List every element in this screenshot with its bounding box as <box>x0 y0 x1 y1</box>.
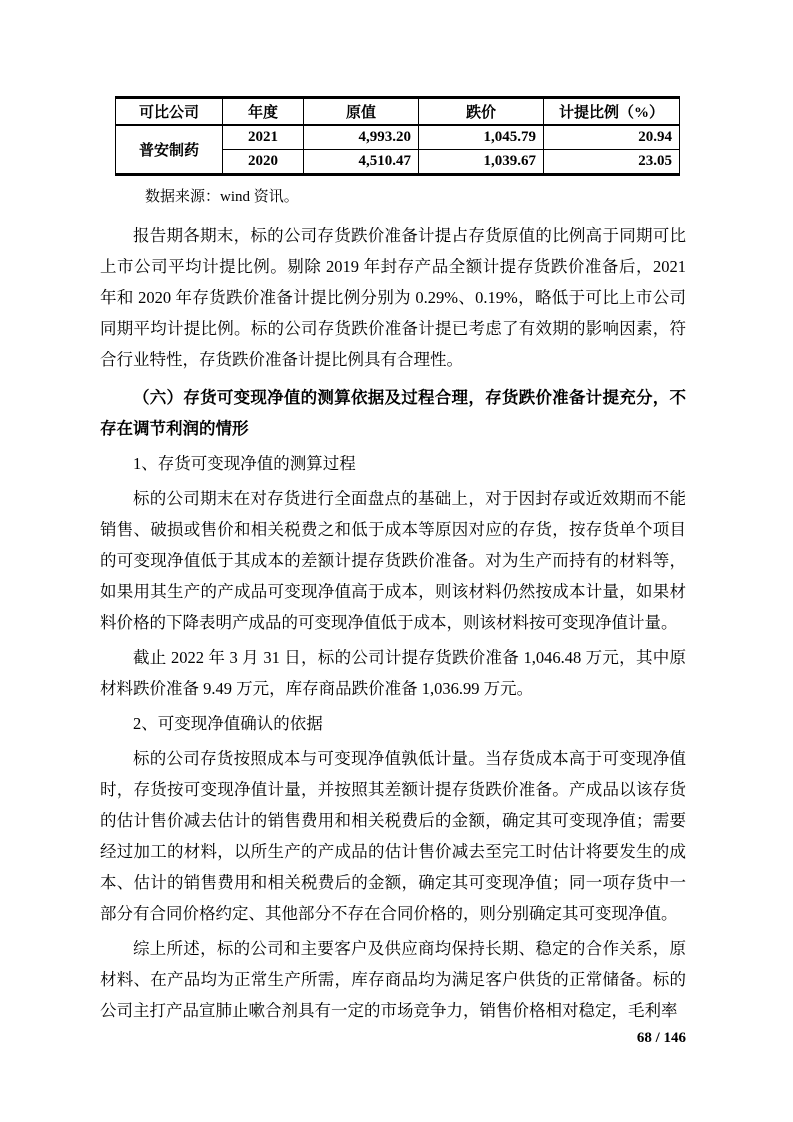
paragraph-provision-amounts: 截止 2022 年 3 月 31 日，标的公司计提存货跌价准备 1,046.48 万元，其中原材料跌价准备 9.49 万元，库存商品跌价准备 1,036.99 万元。 <box>100 648 686 698</box>
price-decline-cell: 1,045.79 <box>419 125 544 150</box>
subsection-title-2: 2、可变现净值确认的依据 <box>133 714 323 733</box>
col-header-price-decline: 跌价 <box>419 98 544 126</box>
year-cell: 2020 <box>223 150 304 175</box>
paragraph-nrv-measurement: 标的公司期末在对存货进行全面盘点的基础上，对于因封存或近效期而不能销售、破损或售价和相关税费之和低于成本等原因对应的存货，按存货单个项目的可变现净值低于其成本的差额计提存货跌价准备。对为生产而持有的材料等，如果用其生产的产成品可变现净值高于成本，则该材料仍然按成本计量，如果材料价格的下降表明产成品的可变现净值低于成本，则该材料按可变现净值计量。 <box>100 489 686 632</box>
col-header-original-value: 原值 <box>304 98 419 126</box>
col-header-provision-ratio: 计提比例（%） <box>544 98 680 126</box>
subsection-title-1: 1、存货可变现净值的测算过程 <box>133 454 356 473</box>
col-header-company: 可比公司 <box>116 98 223 126</box>
company-name-cell: 普安制药 <box>116 125 223 175</box>
section-heading-six: （六）存货可变现净值的测算依据及过程合理，存货跌价准备计提充分，不存在调节利润的情形 <box>100 388 686 438</box>
comparable-company-table <box>115 96 680 176</box>
data-source-note: 数据来源：wind 资讯。 <box>145 189 299 205</box>
original-value-cell: 4,993.20 <box>304 125 419 150</box>
paragraph-nrv-basis: 标的公司存货按照成本与可变现净值孰低计量。当存货成本高于可变现净值时，存货按可变现净值计量，并按照其差额计提存货跌价准备。产成品以该存货的估计售价减去估计的销售费用和相关税费后的金额，确定其可变现净值；需要经过加工的材料，以所生产的产成品的估计售价减去至完工时估计将要发生的成本、估计的销售费用和相关税费后的金额，确定其可变现净值；同一项存货中一部分有合同价格约定、其他部分不存在合同价格的，则分别确定其可变现净值。 <box>100 749 686 923</box>
year-cell: 2021 <box>223 125 304 150</box>
page-content <box>100 96 686 1047</box>
price-decline-cell: 1,039.67 <box>419 150 544 175</box>
provision-ratio-cell: 20.94 <box>544 125 680 150</box>
table-row-2021 <box>116 125 680 150</box>
col-header-year: 年度 <box>223 98 304 126</box>
paragraph-provision-comparison: 报告期各期末，标的公司存货跌价准备计提占存货原值的比例高于同期可比上市公司平均计提比例。剔除 2019 年封存产品全额计提存货跌价准备后，2021 年和 2020 年存货跌价准备计提比例分别为 0.29%、0.19%，略低于可比上市公司同期平均计提比例。标的公司存货跌价准备计提已考虑了有效期的影响因素，符合行业特性，存货跌价准备计提比例具有合理性。 <box>100 226 686 369</box>
provision-ratio-cell: 23.05 <box>544 150 680 175</box>
table-header-row <box>116 98 680 126</box>
original-value-cell: 4,510.47 <box>304 150 419 175</box>
page-number: 68 / 146 <box>636 1030 686 1046</box>
paragraph-summary: 综上所述，标的公司和主要客户及供应商均保持长期、稳定的合作关系，原材料、在产品均为正常生产所需，库存商品均为满足客户供货的正常储备。标的公司主打产品宣肺止嗽合剂具有一定的市场竞争力，销售价格相对稳定，毛利率 <box>100 939 686 1020</box>
